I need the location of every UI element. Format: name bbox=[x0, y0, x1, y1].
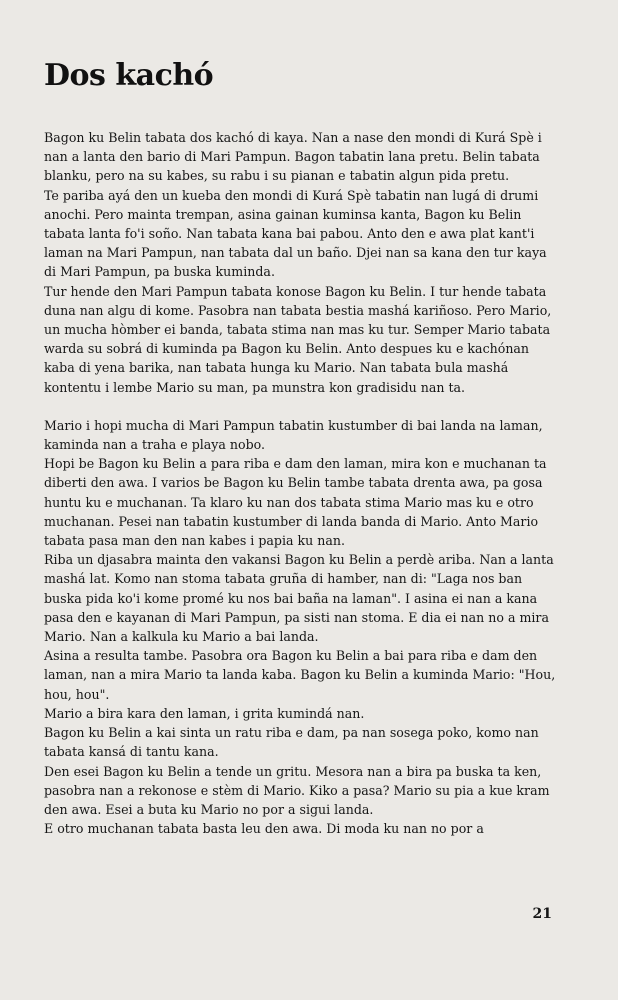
paragraph: Te pariba ayá den un kueba den mondi di Kurá Spè tabatin nan lugá di drumi anochi. Pero mainta trempan, asina gainan kuminsa kanta, Bagon ku Belin tabata lanta fo'i soño. Nan tabata kana bai pabou. Anto den e awa plat kant'i laman na Mari Pampun, nan tabata dal un baño. Djei nan sa kana den tur kaya di Mari Pampun, pa buska kuminda. bbox=[44, 187, 547, 280]
paragraph-gap bbox=[44, 397, 559, 416]
page-number: 21 bbox=[532, 906, 552, 922]
paragraph: Hopi be Bagon ku Belin a para riba e dam den laman, mira kon e muchanan ta diberti den awa. I varios be Bagon ku Belin tambe tabata drenta awa, pa gosa huntu ku e muchanan. Ta klaro ku nan dos tabata stima Mario mas ku e otro muchanan. Pesei nan tabatin kustumber di landa banda di Mario. Anto Mario tabata pasa man den nan kabes i papia ku nan. bbox=[44, 456, 547, 549]
paragraph: Bagon ku Belin a kai sinta un ratu riba e dam, pa nan sosega poko, komo nan tabata kansá di tantu kana. bbox=[44, 725, 539, 760]
chapter-title: Dos kachó bbox=[44, 58, 214, 93]
story-text bbox=[44, 128, 559, 838]
paragraph: Riba un djasabra mainta den vakansi Bagon ku Belin a perdè ariba. Nan a lanta mashá lat. Komo nan stoma tabata gruña di hamber, nan di: "Laga nos ban buska pida ko'i kome promé ku nos bai baña na laman". I asina ei nan a kana pasa den e kayanan di Mari Pampun, pa sisti nan stoma. E dia ei nan no a mira Mario. Nan a kalkula ku Mario a bai landa. bbox=[44, 552, 554, 645]
paragraph: Den esei Bagon ku Belin a tende un gritu. Mesora nan a bira pa buska ta ken, pasobra nan a rekonose e stèm di Mario. Kiko a pasa? Mario su pia a kue kram den awa. Esei a buta ku Mario no por a sigui landa. bbox=[44, 763, 550, 817]
paragraph: Mario a bira kara den laman, i grita kumindá nan. bbox=[44, 705, 365, 721]
paragraph: Bagon ku Belin tabata dos kachó di kaya. Nan a nase den mondi di Kurá Spè i nan a lanta den bario di Mari Pampun. Bagon tabatin lana pretu. Belin tabata blanku, pero na su kabes, su rabu i su pianan e tabatin algun pida pretu. bbox=[44, 130, 542, 184]
paragraph: Mario i hopi mucha di Mari Pampun tabatin kustumber di bai landa na laman, kaminda nan a traha e playa nobo. bbox=[44, 417, 543, 453]
paragraph: E otro muchanan tabata basta leu den awa. Di moda ku nan no por a bbox=[44, 821, 484, 837]
paragraph: Tur hende den Mari Pampun tabata konose Bagon ku Belin. I tur hende tabata duna nan algu di kome. Pasobra nan tabata bestia mashá kariñoso. Pero Mario, un mucha hòmber ei banda, tabata stima nan mas ku tur. Semper Mario tabata warda su sobrá di kuminda pa Bagon ku Belin. Anto despues ku e kachónan kaba di yena barika, nan tabata hunga ku Mario. Nan tabata bula mashá kontentu i lembe Mario su man, pa munstra kon gradisidu nan ta. bbox=[44, 283, 552, 395]
paragraph: Asina a resulta tambe. Pasobra ora Bagon ku Belin a bai para riba e dam den laman, nan a mira Mario ta landa kaba. Bagon ku Belin a kuminda Mario: "Hou, hou, hou". bbox=[44, 648, 556, 702]
